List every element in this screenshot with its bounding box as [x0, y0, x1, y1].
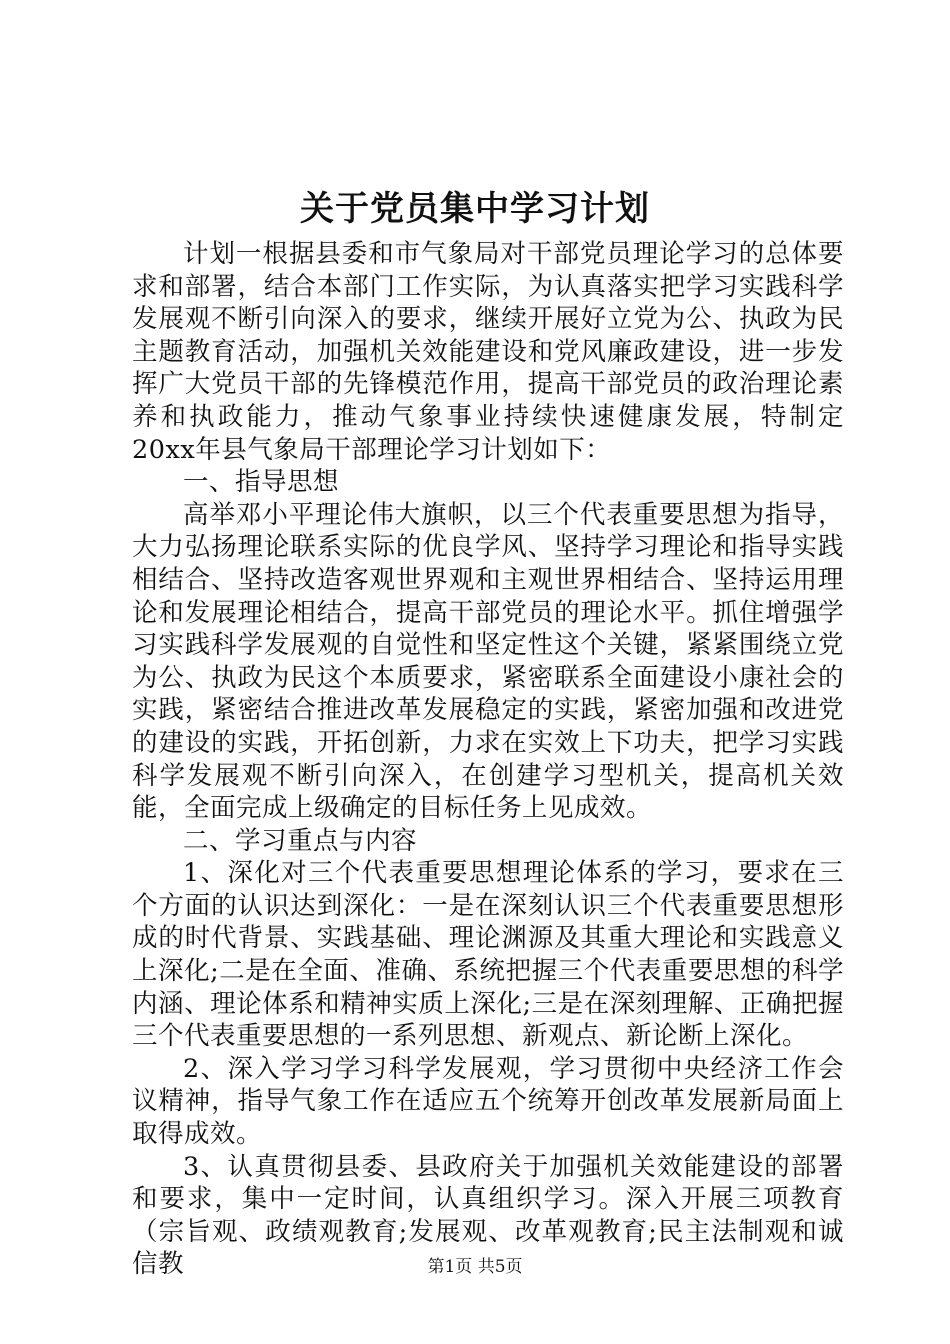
study-item-3-paragraph: 3、认真贯彻县委、县政府关于加强机关效能建设的部署和要求，集中一定时间，认真组织学习。深入开展三项教育（宗旨观、政绩观教育;发展观、改革观教育;民主法制观和诚信教: [132, 1151, 844, 1280]
guiding-ideology-paragraph: 高举邓小平理论伟大旗帜，以三个代表重要思想为指导，大力弘扬理论联系实际的优良学风、坚持学习理论和指导实践相结合、坚持改造客观世界观和主观世界相结合、坚持运用理论和发展理论相结合，提高干部党员的理论水平。抓住增强学习实践科学发展观的自觉性和坚定性这个关键，紧紧围绕立党为公、执政为民这个本质要求，紧密联系全面建设小康社会的实践，紧密结合推进改革发展稳定的实践，紧密加强和改进党的建设的实践，开拓创新，力求在实效上下功夫，把学习实践科学发展观不断引向深入，在创建学习型机关，提高机关效能，全面完成上级确定的目标任务上见成效。: [132, 499, 844, 824]
study-item-1-paragraph: 1、深化对三个代表重要思想理论体系的学习，要求在三个方面的认识达到深化：一是在深刻认识三个代表重要思想形成的时代背景、实践基础、理论渊源及其重大理论和实践意义上深化;二是在全面、准确、系统把握三个代表重要思想的科学内涵、理论体系和精神实质上深化;三是在深刻理解、正确把握三个代表重要思想的一系列思想、新观点、新论断上深化。: [132, 858, 844, 1052]
study-item-2-paragraph: 2、深入学习学习科学发展观，学习贯彻中央经济工作会议精神，指导气象工作在适应五个统筹开创改革发展新局面上取得成效。: [132, 1053, 844, 1150]
intro-paragraph: 计划一根据县委和市气象局对干部党员理论学习的总体要求和部署，结合本部门工作实际，为认真落实把学习实践科学发展观不断引向深入的要求，继续开展好立党为公、执政为民主题教育活动，加强机关效能建设和党风廉政建设，进一步发挥广大党员干部的先锋模范作用，提高干部党员的政治理论素养和执政能力，推动气象事业持续快速健康发展，特制定20xx年县气象局干部理论学习计划如下：: [132, 239, 844, 465]
page-number-footer: 第1页 共5页: [427, 1257, 523, 1277]
section-heading-guiding-ideology: 一、指导思想: [183, 467, 340, 498]
document-body: [132, 238, 844, 1281]
document-title: 关于党员集中学习计划: [300, 189, 650, 229]
section-heading-study-focus: 二、学习重点与内容: [183, 825, 418, 856]
